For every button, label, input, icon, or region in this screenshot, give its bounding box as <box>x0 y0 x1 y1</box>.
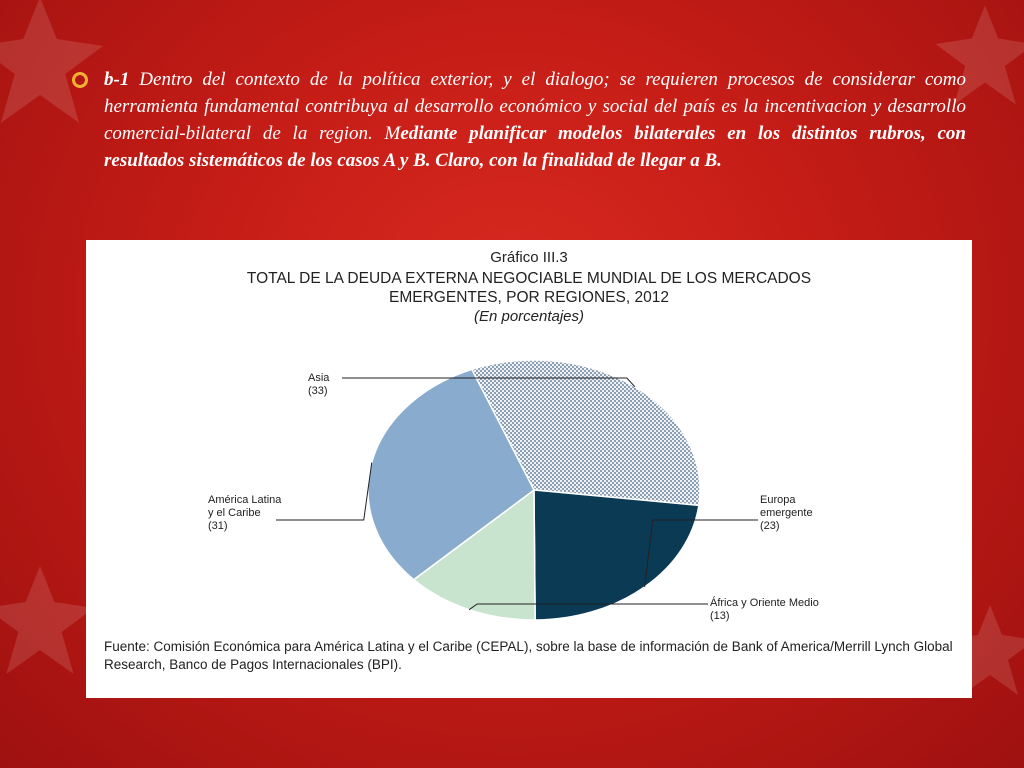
pie-slices <box>368 360 700 620</box>
bullet-paragraph <box>72 66 966 174</box>
pie-category-label: África y Oriente Medio <box>710 597 819 609</box>
pie-category-label: Europa <box>760 494 796 506</box>
ring-bullet-icon <box>72 72 88 88</box>
pie-category-label: América Latina <box>208 494 282 506</box>
bullet-bold-text: ediante planificar modelos bilaterales en los distintos rubros, con resultados sistemáticos de los casos A y B. Claro, con la finalidad de llegar a B. <box>104 123 966 171</box>
bullet-lead: b-1 <box>104 69 130 90</box>
pie-value-label: (23) <box>760 520 780 532</box>
pie-category-label: emergente <box>760 507 813 519</box>
source-note: Fuente: Comisión Económica para América Latina y el Caribe (CEPAL), sobre la base de información de Bank of America/Merrill Lynch Global Research, Banco de Pagos Internacionales (BPI). <box>104 639 953 672</box>
chart-unit-note: (En porcentajes) <box>473 308 585 325</box>
leaf-decoration <box>0 560 100 680</box>
pie-value-label: (33) <box>308 385 328 397</box>
pie-value-label: (13) <box>710 610 730 622</box>
bullet-text <box>104 66 966 174</box>
pie-leader-line <box>276 463 372 520</box>
pie-chart <box>86 240 972 640</box>
pie-category-label: Asia <box>308 372 330 384</box>
figure-panel <box>86 240 972 698</box>
pie-slice-europa <box>534 490 699 620</box>
chart-subtitle-line: EMERGENTES, POR REGIONES, 2012 <box>389 289 669 306</box>
chart-subtitle-line: TOTAL DE LA DEUDA EXTERNA NEGOCIABLE MUNDIAL DE LOS MERCADOS <box>246 270 812 287</box>
pie-value-label: (31) <box>208 520 228 532</box>
pie-category-label: y el Caribe <box>208 507 261 519</box>
chart-title: Gráfico III.3 <box>490 249 568 266</box>
bullet-italic-text: Dentro del contexto de la política exterior, y el dialogo; se requieren procesos de considerar como herramienta fundamental contribuya al desarrollo económico y social del país es la incentivacion y desarrollo comercial-bilateral de la region. M <box>104 69 966 144</box>
